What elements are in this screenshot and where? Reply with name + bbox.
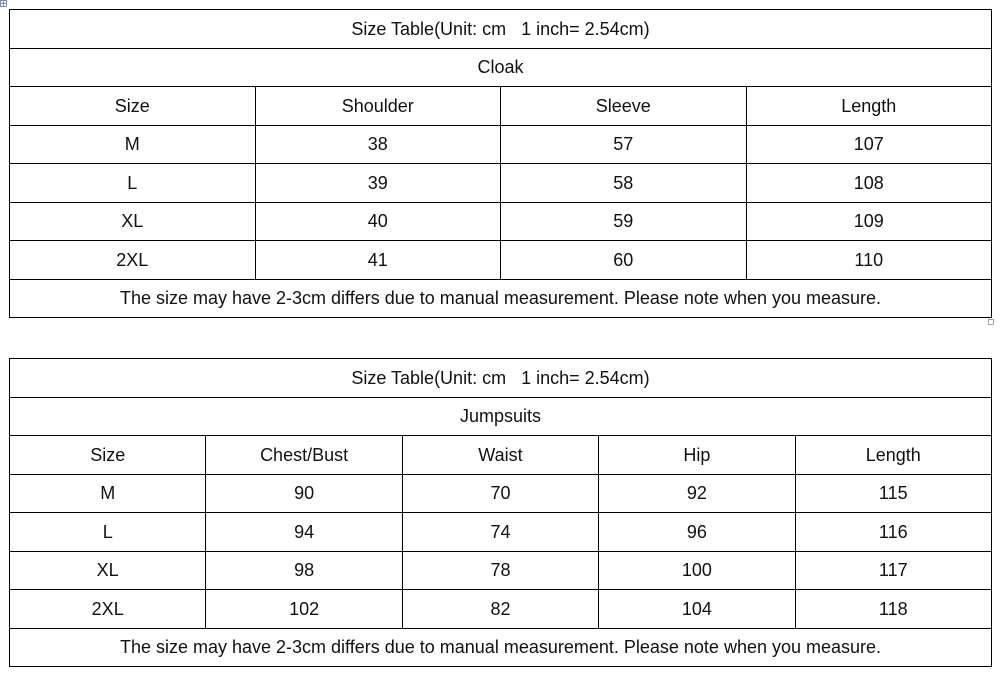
table-cell: 108 <box>746 164 992 203</box>
table-cell: M <box>10 125 256 164</box>
table-header-row <box>10 436 992 475</box>
table-move-handle-icon[interactable] <box>0 0 7 7</box>
table-cell: 96 <box>599 513 795 552</box>
table-heading: Size Table(Unit: cm 1 inch= 2.54cm) <box>10 10 992 49</box>
table-cell: 110 <box>746 241 992 280</box>
table-cell: 107 <box>746 125 992 164</box>
table-row <box>10 513 992 552</box>
table-cell: 60 <box>501 241 747 280</box>
column-header: Shoulder <box>255 87 501 126</box>
table-cell: 38 <box>255 125 501 164</box>
table-category: Jumpsuits <box>10 397 992 436</box>
column-header: Sleeve <box>501 87 747 126</box>
table-category-row <box>10 397 992 436</box>
table-cell: 90 <box>206 474 402 513</box>
table-cell: 98 <box>206 551 402 590</box>
table-cell: 115 <box>795 474 991 513</box>
column-header: Size <box>10 87 256 126</box>
table-row <box>10 164 992 203</box>
table-cell: L <box>10 164 256 203</box>
table-cell: 41 <box>255 241 501 280</box>
table-row <box>10 590 992 629</box>
table-cell: 59 <box>501 202 747 241</box>
table-note-row <box>10 279 992 318</box>
table-cell: 57 <box>501 125 747 164</box>
table-cell: 2XL <box>10 590 206 629</box>
table-cell: 39 <box>255 164 501 203</box>
table-cell: 92 <box>599 474 795 513</box>
table-cell: 82 <box>402 590 598 629</box>
table-row <box>10 551 992 590</box>
table-cell: 78 <box>402 551 598 590</box>
table-category: Cloak <box>10 48 992 87</box>
table-cell: 2XL <box>10 241 256 280</box>
table-cell: 70 <box>402 474 598 513</box>
table-heading-row <box>10 10 992 49</box>
table-cell: 74 <box>402 513 598 552</box>
table-cell: XL <box>10 551 206 590</box>
column-header: Waist <box>402 436 598 475</box>
table-cell: XL <box>10 202 256 241</box>
column-header: Chest/Bust <box>206 436 402 475</box>
table-cell: 118 <box>795 590 991 629</box>
table-row <box>10 202 992 241</box>
table-row <box>10 474 992 513</box>
table-cell: 100 <box>599 551 795 590</box>
table-cell: 58 <box>501 164 747 203</box>
table-note-row <box>10 628 992 667</box>
table-heading-row <box>10 359 992 398</box>
table-resize-handle-icon[interactable] <box>988 319 994 325</box>
table-cell: L <box>10 513 206 552</box>
table-note: The size may have 2-3cm differs due to manual measurement. Please note when you measure. <box>10 628 992 667</box>
column-header: Length <box>746 87 992 126</box>
column-header: Hip <box>599 436 795 475</box>
column-header: Size <box>10 436 206 475</box>
table-category-row <box>10 48 992 87</box>
table-header-row <box>10 87 992 126</box>
table-cell: 102 <box>206 590 402 629</box>
table-heading: Size Table(Unit: cm 1 inch= 2.54cm) <box>10 359 992 398</box>
table-cell: 40 <box>255 202 501 241</box>
table-note: The size may have 2-3cm differs due to manual measurement. Please note when you measure. <box>10 279 992 318</box>
table-cell: 109 <box>746 202 992 241</box>
table-cell: 104 <box>599 590 795 629</box>
column-header: Length <box>795 436 991 475</box>
table-cell: 94 <box>206 513 402 552</box>
cloak-size-table <box>9 9 992 318</box>
table-row <box>10 125 992 164</box>
table-cell: 116 <box>795 513 991 552</box>
table-cell: 117 <box>795 551 991 590</box>
table-cell: M <box>10 474 206 513</box>
jumpsuits-size-table <box>9 358 992 667</box>
table-row <box>10 241 992 280</box>
